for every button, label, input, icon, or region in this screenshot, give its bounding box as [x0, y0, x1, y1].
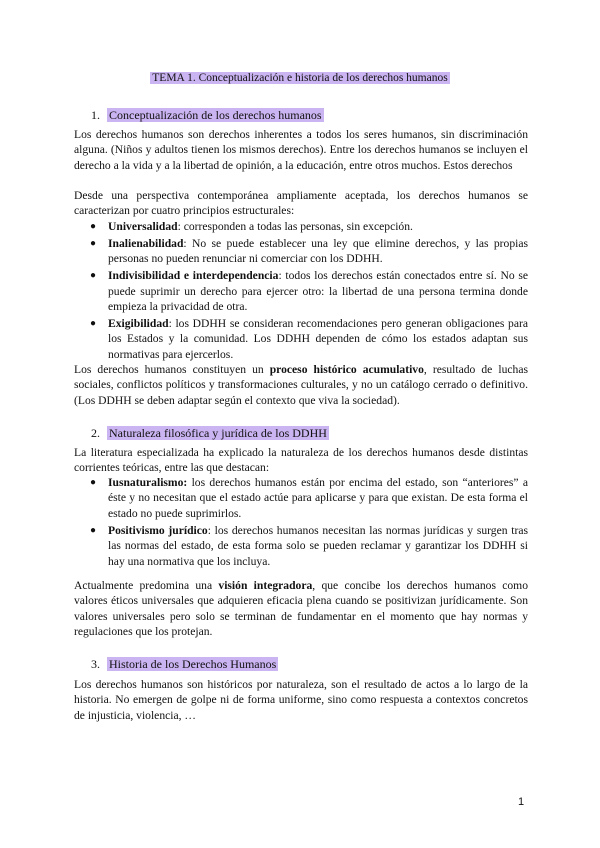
document-title: [0, 71, 600, 86]
list-item-term: Positivismo jurídico: [108, 523, 208, 537]
list-item-term: Indivisibilidad e interdependencia: [108, 269, 279, 283]
list-item-term: Iusnaturalismo:: [108, 476, 188, 489]
bullet-icon: ●: [90, 270, 97, 282]
closing-text: Los derechos humanos constituyen un: [74, 363, 270, 376]
section-3-heading: [91, 657, 278, 672]
list-item-term: Exigibilidad: [108, 316, 169, 330]
list-item: [90, 236, 528, 267]
section-2-heading: [91, 426, 329, 441]
bullet-icon: ●: [90, 477, 97, 488]
closing-text: , que concibe los derechos humanos como valores éticos universales que adquieren eficacia plena cuando se positivizan jurídicamente. Son valores universales pero solo se terminan de fundamentar en el momento que hay normas y regulaciones que los protejan.: [74, 579, 528, 639]
list-item-text: : No se puede establecer una ley que elimine derechos, y las propias personas no pueden renunciar ni comerciar con los DDHH.: [108, 236, 528, 266]
section-2-number: 2.: [91, 426, 100, 440]
closing-text: , resultado de luchas sociales, conflictos políticos y transformaciones culturales, y no un catálogo cerrado o definitivo. (Los DDHH se deben adaptar según el contexto que viva la sociedad).: [74, 363, 528, 407]
section-1-intro: Los derechos humanos son derechos inherentes a todos los seres humanos, sin discriminación alguna. (Niños y adultos tienen los mismos derechos). Entre los derechos humanos se incluyen el derecho a la vida y a la libertad de opinión, a la educación, entre otros muchos. Estos derechos: [74, 128, 528, 172]
section-1-number: 1.: [91, 108, 100, 122]
section-2-intro: La literatura especializada ha explicado la naturaleza de los derechos humanos desde distintas corrientes teóricas, entre las que destacan:: [74, 446, 528, 475]
section-1-principles-list: [90, 219, 528, 364]
list-item: [90, 523, 528, 569]
section-3-title: Historia de los Derechos Humanos: [109, 657, 277, 671]
title-highlight: TEMA 1. Conceptualización e historia de los derechos humanos: [152, 72, 448, 84]
list-item-term: Universalidad: [108, 220, 178, 233]
closing-bold-text: visión integradora: [218, 579, 313, 592]
section-1-heading: [91, 108, 324, 123]
list-item: [90, 219, 528, 234]
list-item: [90, 316, 528, 362]
list-item-text: : los DDHH se consideran recomendaciones pero generan obligaciones para los Estados y la comunidad. Los DDHH dependen de cómo los estados adaptan sus normativas para ejercerlos.: [108, 316, 528, 361]
list-item-text: : todos los derechos están conectados entre sí. No se puede suprimir un derecho para ejercer otro: la libertad de una persona termina donde empieza la privacidad de otra.: [108, 269, 528, 314]
bullet-icon: ●: [90, 237, 97, 249]
list-item-term: Inalienabilidad: [108, 236, 184, 250]
closing-bold-text: proceso histórico acumulativo: [269, 363, 424, 376]
list-item: [90, 475, 528, 521]
section-2-theories-list: [90, 475, 528, 570]
section-2-title: Naturaleza filosófica y jurídica de los DDHH: [109, 426, 327, 440]
list-item-text: los derechos humanos están por encima del estado, son “anteriores” a éste y no necesitan que el estado actúe para aplicarse y para que existan. De esta forma el estado no puede suprimirlos.: [108, 476, 528, 520]
section-2-closing: [74, 578, 528, 640]
section-3-intro: Los derechos humanos son históricos por naturaleza, son el resultado de actos a lo largo de la historia. No emergen de golpe ni de forma uniforme, sino como respuesta a contextos concretos de injusticia, violencia, …: [74, 678, 528, 722]
list-item: [90, 268, 528, 314]
section-1-principles-intro: Desde una perspectiva contemporánea ampliamente aceptada, los derechos humanos se caracterizan por cuatro principios estructurales:: [74, 189, 528, 218]
list-item-text: : los derechos humanos necesitan las normas jurídicas y surgen tras las normas del estado, de esta forma solo se pueden reclamar y garantizar los DDHH si hay una normativa que los incluya.: [108, 523, 528, 568]
bullet-icon: ●: [90, 221, 97, 232]
page-number: 1: [518, 796, 525, 808]
section-1-closing: [74, 362, 528, 408]
bullet-icon: ●: [90, 524, 97, 536]
list-item-text: : corresponden a todas las personas, sin excepción.: [177, 220, 413, 233]
section-1-title: Conceptualización de los derechos humanos: [109, 108, 322, 122]
closing-text: Actualmente predomina una: [74, 579, 219, 592]
section-3-number: 3.: [91, 657, 100, 671]
bullet-icon: ●: [90, 317, 97, 329]
